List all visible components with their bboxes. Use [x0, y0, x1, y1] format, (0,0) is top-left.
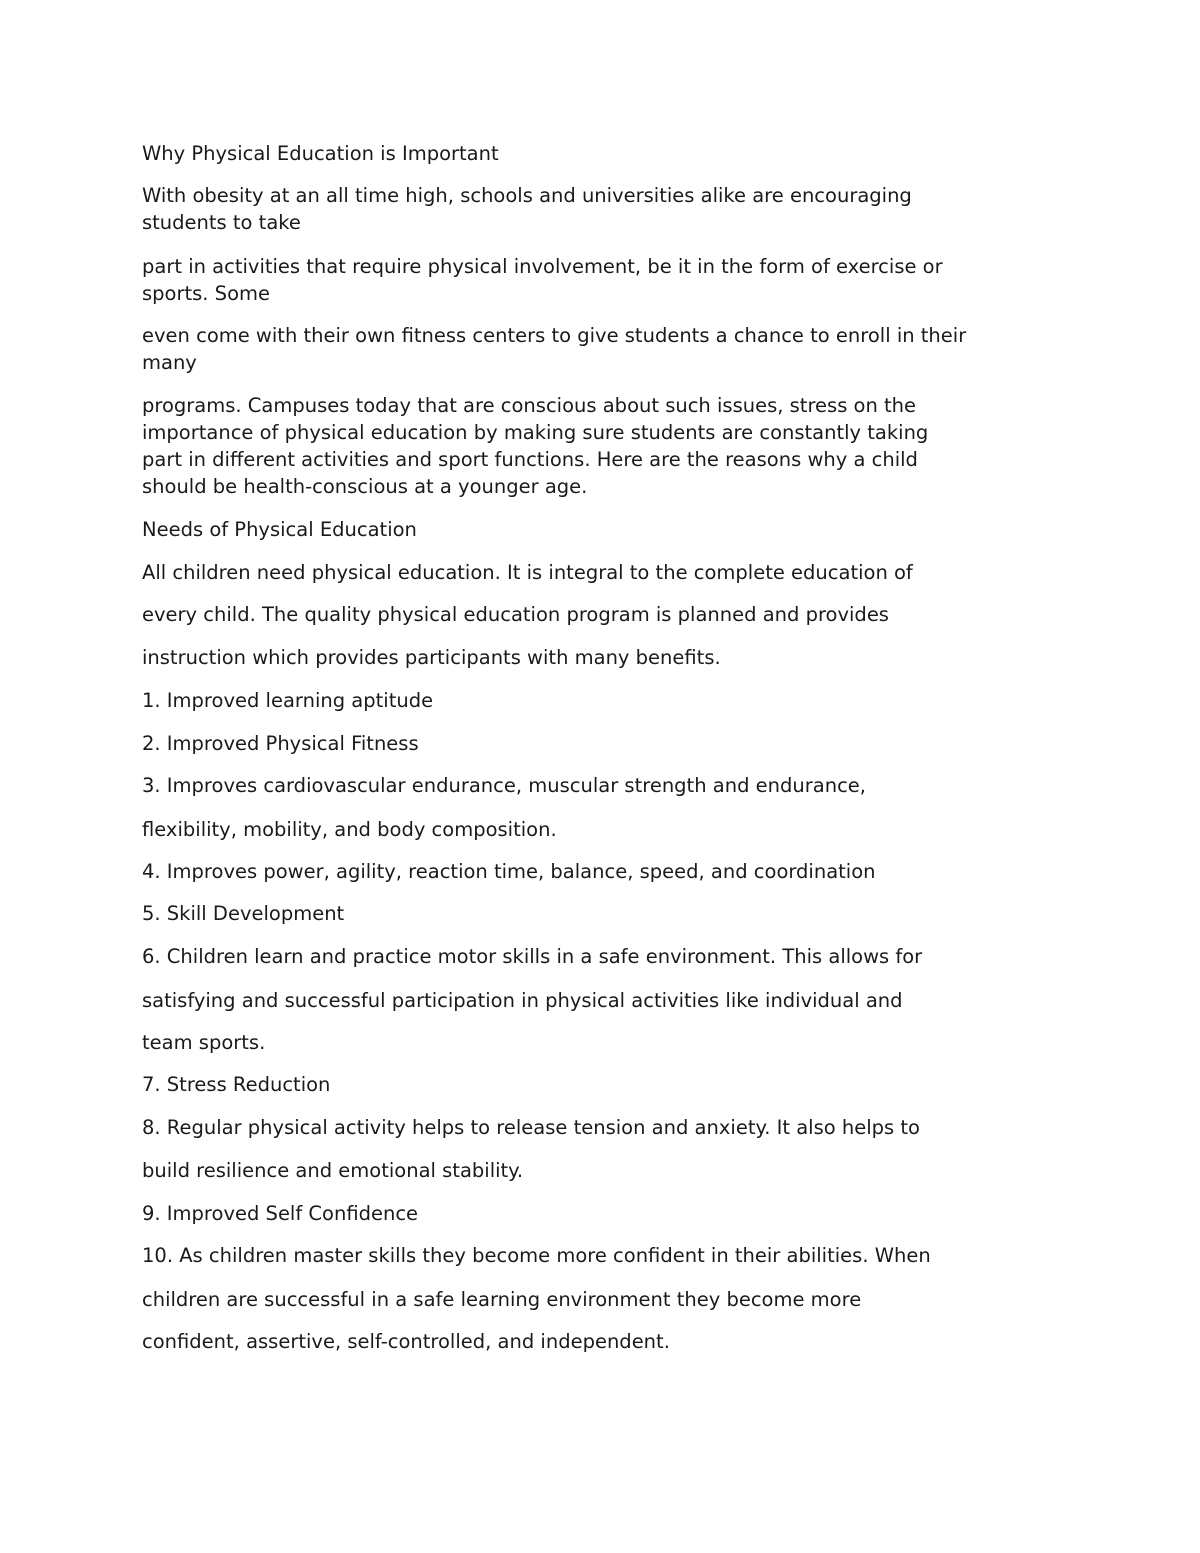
- list-item-continuation: satisfying and successful participation in physical activities like individual and: [142, 989, 903, 1012]
- intro-paragraph-4-line-3: part in different activities and sport functions. Here are the reasons why a child: [142, 448, 918, 471]
- list-item-continuation: team sports.: [142, 1031, 266, 1054]
- list-item: 2. Improved Physical Fitness: [142, 732, 419, 755]
- intro-paragraph-1-line-2: students to take: [142, 211, 301, 234]
- intro-paragraph-4-line-4: should be health-conscious at a younger age.: [142, 475, 588, 498]
- section-line: instruction which provides participants with many benefits.: [142, 646, 721, 669]
- list-item: 10. As children master skills they become more confident in their abilities. When: [142, 1244, 931, 1267]
- section-heading: Needs of Physical Education: [142, 518, 417, 541]
- intro-paragraph-4: [142, 392, 1062, 500]
- intro-paragraph-1: [142, 182, 1062, 236]
- list-item: 7. Stress Reduction: [142, 1073, 331, 1096]
- intro-paragraph-3: [142, 322, 1062, 376]
- intro-paragraph-2-line-2: sports. Some: [142, 282, 270, 305]
- intro-paragraph-4-line-2: importance of physical education by making sure students are constantly taking: [142, 421, 929, 444]
- list-item: 9. Improved Self Confidence: [142, 1202, 419, 1225]
- list-item: 6. Children learn and practice motor skills in a safe environment. This allows for: [142, 945, 923, 968]
- intro-paragraph-1-line-1: With obesity at an all time high, schools and universities alike are encouraging: [142, 184, 912, 207]
- intro-paragraph-3-line-1: even come with their own fitness centers to give students a chance to enroll in their: [142, 324, 967, 347]
- document-title: Why Physical Education is Important: [142, 142, 499, 165]
- list-item: 1. Improved learning aptitude: [142, 689, 434, 712]
- list-item-continuation: children are successful in a safe learning environment they become more: [142, 1288, 862, 1311]
- section-line: every child. The quality physical education program is planned and provides: [142, 603, 889, 626]
- list-item: 5. Skill Development: [142, 902, 345, 925]
- list-item-continuation: build resilience and emotional stability.: [142, 1159, 524, 1182]
- list-item-continuation: flexibility, mobility, and body composition.: [142, 818, 557, 841]
- intro-paragraph-2-line-1: part in activities that require physical involvement, be it in the form of exercise or: [142, 255, 943, 278]
- intro-paragraph-2: [142, 253, 1062, 307]
- intro-paragraph-3-line-2: many: [142, 351, 197, 374]
- list-item: 8. Regular physical activity helps to release tension and anxiety. It also helps to: [142, 1116, 920, 1139]
- list-item: 4. Improves power, agility, reaction time, balance, speed, and coordination: [142, 860, 876, 883]
- list-item: 3. Improves cardiovascular endurance, muscular strength and endurance,: [142, 774, 866, 797]
- list-item-continuation: confident, assertive, self-controlled, and independent.: [142, 1330, 670, 1353]
- section-line: All children need physical education. It is integral to the complete education of: [142, 561, 913, 584]
- intro-paragraph-4-line-1: programs. Campuses today that are conscious about such issues, stress on the: [142, 394, 917, 417]
